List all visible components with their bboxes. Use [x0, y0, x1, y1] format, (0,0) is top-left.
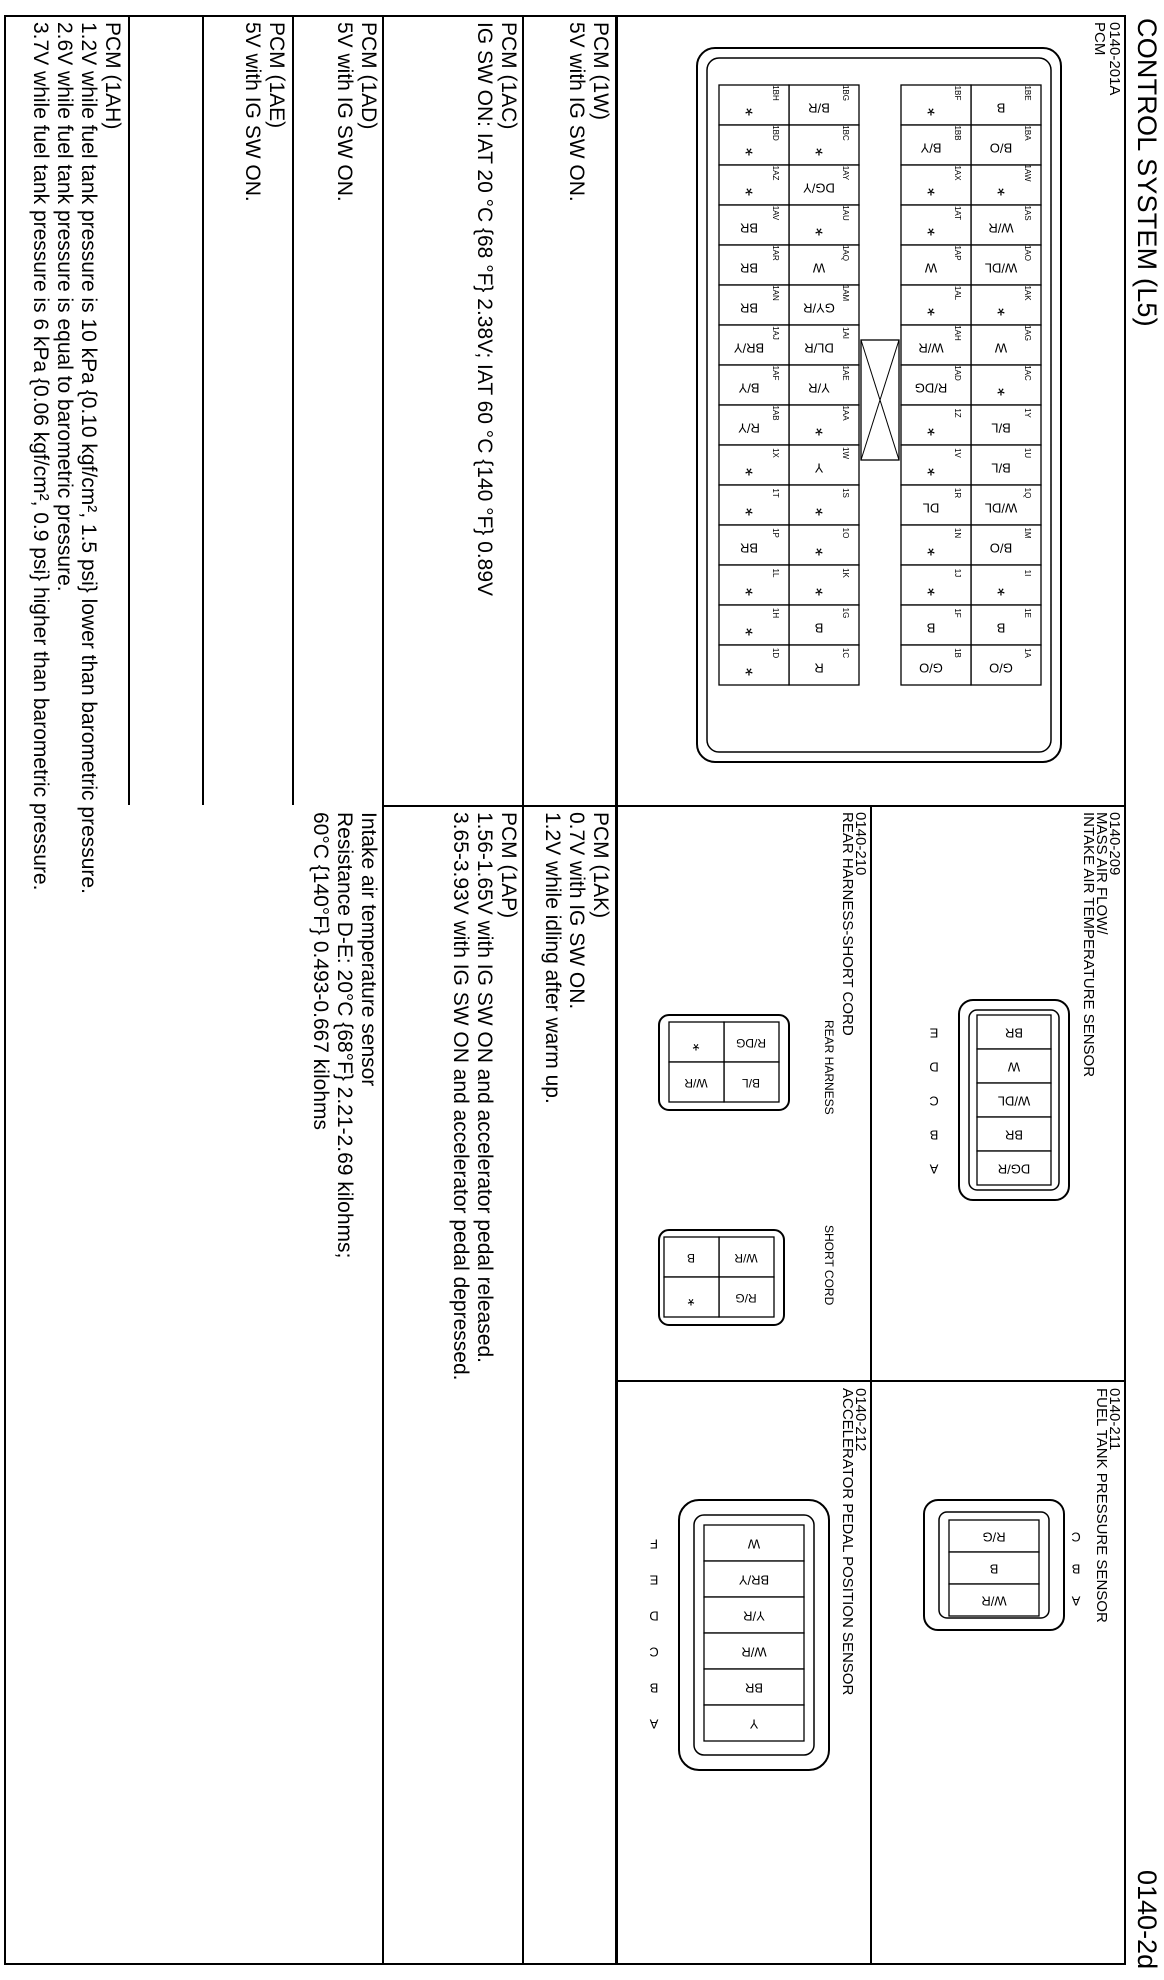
pcm-pin-color: W	[812, 260, 826, 276]
pcm-pin-1ax	[901, 165, 971, 205]
pcm-pin-color: *	[815, 136, 823, 159]
pcm-pin-number: 1I	[1022, 569, 1032, 577]
maf-pin-color: BR	[1004, 1025, 1024, 1041]
ftp-pin-letter: B	[1071, 1561, 1081, 1577]
spec-1w: PCM (1W) 5V with IG SW ON.	[565, 22, 612, 202]
pcm-pin-1ai	[789, 325, 859, 365]
pcm-pin-1bb	[901, 125, 971, 165]
app-pin-color: W/R	[741, 1644, 767, 1660]
pcm-pin-color: *	[927, 416, 935, 439]
ftp-pin-letter: A	[1071, 1593, 1081, 1609]
pcm-pin-1g	[789, 605, 859, 645]
pcm-pin-color: R/DG	[914, 380, 948, 396]
rear-harness-pin	[669, 1022, 724, 1062]
app-connector-diagram	[624, 1480, 839, 1920]
pcm-pin-number: 1O	[840, 527, 850, 539]
app-pin-color: Y	[749, 1716, 759, 1732]
pcm-pin-number: 1BA	[1022, 125, 1032, 141]
short-cord-pin-color: R/G	[735, 1290, 757, 1305]
spec-1ac: PCM (1AC) IG SW ON: IAT 20 °C {68 °F} 2.38V; IAT 60 °C {140 °F} 0.89V	[473, 22, 520, 597]
pcm-pin-color: *	[745, 96, 753, 119]
pcm-pin-color: BR	[739, 260, 759, 276]
pcm-pin-1d	[719, 645, 789, 685]
pcm-pin-number: 1AG	[1022, 324, 1032, 342]
pcm-pin-color: *	[815, 416, 823, 439]
maf-pin	[977, 1151, 1051, 1185]
rear-harness-pin	[669, 1062, 724, 1102]
pcm-pin-1au	[789, 205, 859, 245]
pcm-pin-number: 1AN	[770, 285, 780, 301]
pcm-pin-1af	[719, 365, 789, 405]
pcm-pin-number: 1V	[952, 448, 962, 458]
maf-connector-diagram	[889, 980, 1079, 1220]
pcm-pin-color: BR	[739, 300, 759, 316]
pcm-pin-1p	[719, 525, 789, 565]
maf-pin-letter: C	[929, 1093, 939, 1109]
pcm-pin-number: 1AL	[952, 285, 962, 301]
page-code: 0140-2d	[1132, 1870, 1162, 1970]
pcm-pin-color: *	[927, 296, 935, 319]
pcm-pin-color: B/O	[989, 140, 1013, 156]
app-pin-color: W	[747, 1536, 761, 1552]
pcm-pin-1as	[971, 205, 1041, 245]
spec-1ad: PCM (1AD) 5V with IG SW ON.	[333, 22, 380, 202]
pcm-pin-color: *	[927, 536, 935, 559]
pcm-pin-color: *	[815, 496, 823, 519]
pcm-pin-number: 1AO	[1022, 244, 1032, 262]
pcm-pin-color: GY/R	[803, 300, 835, 316]
pcm-pin-1ak	[971, 285, 1041, 325]
pcm-pin-1bg	[789, 85, 859, 125]
pcm-pin-color: B/Y	[920, 140, 942, 156]
pcm-pin-color: W	[924, 260, 938, 276]
short-cord-pin-color: *	[687, 1288, 695, 1309]
pcm-pin-color: *	[745, 176, 753, 199]
pcm-pin-color: DL/R	[804, 340, 834, 356]
ftp-connector-name: FUEL TANK PRESSURE SENSOR	[1093, 1388, 1110, 1623]
pcm-pin-number: 1F	[952, 608, 962, 618]
rear-harness-pin-color: *	[692, 1033, 700, 1054]
pcm-pin-1o	[789, 525, 859, 565]
spec-1ak: PCM (1AK) 0.7V with IG SW ON. 1.2V while idling after warm up.	[541, 812, 612, 1104]
pcm-pin-1aj	[719, 325, 789, 365]
pcm-pin-number: 1AF	[770, 365, 780, 381]
pcm-pin-1at	[901, 205, 971, 245]
pcm-pin-1j	[901, 565, 971, 605]
ftp-pin	[949, 1520, 1039, 1552]
pcm-pin-color: W/DL	[984, 260, 1018, 276]
pcm-connector-diagram	[689, 40, 1069, 770]
pcm-pin-1av	[719, 205, 789, 245]
pcm-pin-1l	[719, 565, 789, 605]
short-cord-pin	[719, 1237, 774, 1277]
rear-connector-code: 0140-210	[852, 812, 869, 876]
maf-pin-color: W	[1007, 1059, 1021, 1075]
app-pin-color: BR/Y	[738, 1572, 770, 1588]
pcm-pin-color: *	[745, 616, 753, 639]
pcm-pin-number: 1AY	[840, 165, 850, 181]
pcm-pin-1v	[901, 445, 971, 485]
pcm-pin-1s	[789, 485, 859, 525]
spec-1ap: PCM (1AP) 1.56-1.65V with IG SW ON and accelerator pedal released. 3.65-3.93V with IG SW ON and accelerator pedal depressed.	[449, 812, 520, 1381]
pcm-pin-number: 1AH	[952, 325, 962, 341]
pcm-pin-1ab	[719, 405, 789, 445]
rear-connector-diagram	[619, 1000, 819, 1340]
pcm-pin-1h	[719, 605, 789, 645]
pcm-pin-color: *	[815, 216, 823, 239]
app-connector-code: 0140-212	[852, 1388, 869, 1452]
pcm-pin-color: *	[927, 456, 935, 479]
pcm-pin-number: 1BB	[952, 125, 962, 141]
pcm-pin-color: *	[927, 176, 935, 199]
app-pin-letter: B	[649, 1680, 659, 1696]
pcm-pin-color: *	[927, 576, 935, 599]
maf-pin-letter: A	[929, 1161, 939, 1177]
pcm-pin-1ay	[789, 165, 859, 205]
maf-pin-color: DG/R	[997, 1161, 1031, 1177]
app-pin-letter: C	[649, 1644, 659, 1660]
pcm-pin-number: 1AA	[840, 405, 850, 421]
pcm-pin-number: 1U	[1022, 447, 1032, 459]
pcm-pin-number: 1K	[840, 568, 850, 578]
maf-pin-letter: D	[929, 1059, 939, 1075]
pcm-pin-1az	[719, 165, 789, 205]
pcm-pin-color: *	[997, 576, 1005, 599]
pcm-pin-1al	[901, 285, 971, 325]
pcm-pin-1u	[971, 445, 1041, 485]
pcm-pin-number: 1B	[952, 648, 962, 658]
pcm-pin-color: *	[997, 296, 1005, 319]
pcm-pin-1r	[901, 485, 971, 525]
pcm-pin-color: B/R	[808, 100, 830, 116]
short-cord-label: SHORT CORD	[822, 1225, 836, 1306]
pcm-pin-number: 1AB	[770, 405, 780, 421]
pcm-pin-number: 1S	[840, 488, 850, 498]
pcm-pin-number: 1AC	[1022, 365, 1032, 381]
spec-iat: Intake air temperature sensor Resistance D-E: 20°C {68°F} 2.21-2.69 kilohms; 60°C {140°F} 0.493-0.667 kilohms	[309, 812, 380, 1259]
rear-connector-name: REAR HARNESS-SHORT CORD	[839, 812, 856, 1036]
pcm-pin-1ah	[901, 325, 971, 365]
pcm-pin-1n	[901, 525, 971, 565]
pcm-pin-color: B	[996, 100, 1006, 116]
pcm-pin-color: B/L	[991, 420, 1011, 436]
app-pin-color: BR	[744, 1680, 764, 1696]
pcm-pin-number: 1J	[952, 568, 962, 578]
maf-connector-name-2: INTAKE AIR TEMPERATURE SENSOR	[1080, 812, 1097, 1078]
app-pin	[704, 1525, 804, 1561]
pcm-pin-1bc	[789, 125, 859, 165]
pcm-pin-number: 1M	[1022, 527, 1032, 539]
pcm-pin-1f	[901, 605, 971, 645]
pcm-pin-color: W/R	[918, 340, 944, 356]
app-pin	[704, 1597, 804, 1633]
pcm-pin-number: 1AT	[952, 205, 962, 221]
pcm-pin-color: G/O	[919, 660, 943, 676]
pcm-pin-number: 1Q	[1022, 487, 1032, 499]
pcm-pin-color: W	[994, 340, 1008, 356]
pcm-pin-number: 1BE	[1022, 85, 1032, 101]
maf-connector-code: 0140-209	[1106, 812, 1123, 876]
pcm-pin-1an	[719, 285, 789, 325]
rear-harness-label: REAR HARNESS	[822, 1020, 836, 1115]
app-pin-letter: F	[650, 1536, 658, 1552]
pcm-pin-number: 1L	[770, 568, 780, 578]
pcm-pin-1m	[971, 525, 1041, 565]
pcm-pin-number: 1AM	[840, 284, 850, 302]
maf-pin-letter: E	[929, 1025, 939, 1041]
rear-harness-pin-color: W/R	[684, 1075, 708, 1090]
pcm-pin-number: 1P	[770, 528, 780, 538]
rear-harness-pin-color: R/DG	[736, 1035, 766, 1050]
pcm-pin-color: W/DL	[984, 500, 1018, 516]
app-pin	[704, 1705, 804, 1741]
spec-1ah: PCM (1AH) 1.2V while fuel tank pressure is 10 kPa {0.10 kgf/cm², 1.5 psi} lower than barometric pressure. 2.6V while fuel tank pressure is equal to barometric pressure. 3.7V while fuel tank pressure is 6 kPa {0.06 kgf/cm², 0.9 psi} higher than barometric pressure.	[29, 22, 124, 894]
app-pin-letter: A	[649, 1716, 659, 1732]
pcm-pin-1x	[719, 445, 789, 485]
pcm-pin-number: 1AI	[840, 326, 850, 340]
pcm-pin-color: *	[997, 376, 1005, 399]
short-cord-pin	[664, 1277, 719, 1317]
pcm-pin-1aa	[789, 405, 859, 445]
pcm-pin-number: 1C	[840, 647, 850, 659]
pcm-pin-number: 1T	[770, 488, 780, 498]
pcm-pin-color: *	[745, 576, 753, 599]
pcm-pin-1y	[971, 405, 1041, 445]
pcm-pin-number: 1AV	[770, 205, 780, 221]
pcm-pin-number: 1AZ	[770, 165, 780, 181]
pcm-pin-number: 1BG	[840, 84, 850, 102]
pcm-pin-1z	[901, 405, 971, 445]
ftp-pin	[949, 1552, 1039, 1584]
pcm-pin-1q	[971, 485, 1041, 525]
pcm-pin-color: B	[926, 620, 936, 636]
pcm-pin-color: DG/Y	[803, 180, 835, 196]
short-cord-pin-color: W/R	[734, 1250, 758, 1265]
pcm-pin-number: 1N	[952, 527, 962, 539]
pcm-pin-color: R	[814, 660, 824, 676]
pcm-pin-1aw	[971, 164, 1041, 205]
pcm-pin-1ac	[971, 365, 1041, 405]
pcm-pin-color: *	[745, 136, 753, 159]
pcm-pin-1c	[789, 645, 859, 685]
pcm-pin-1ba	[971, 125, 1041, 165]
pcm-pin-number: 1AW	[1022, 164, 1032, 182]
pcm-pin-1aq	[789, 245, 859, 285]
pcm-pin-color: BR/Y	[733, 340, 765, 356]
pcm-pin-1t	[719, 485, 789, 525]
pcm-pin-number: 1G	[840, 607, 850, 619]
pcm-pin-color: *	[745, 496, 753, 519]
maf-pin-color: W/DL	[997, 1093, 1031, 1109]
pcm-pin-number: 1AR	[770, 245, 780, 261]
ftp-pin-color: W/R	[981, 1593, 1007, 1609]
pcm-pin-1ad	[901, 365, 971, 405]
pcm-pin-number: 1Y	[1022, 408, 1032, 418]
pcm-pin-number: 1W	[840, 447, 850, 459]
pcm-pin-1i	[971, 565, 1041, 605]
pcm-pin-number: 1AS	[1022, 205, 1032, 221]
pcm-pin-1ar	[719, 245, 789, 285]
pcm-pin-color: *	[815, 536, 823, 559]
pcm-pin-number: 1AJ	[770, 326, 780, 340]
pcm-pin-1a	[971, 645, 1041, 685]
app-pin	[704, 1561, 804, 1597]
ftp-pin-letter: C	[1071, 1529, 1081, 1545]
pcm-pin-1ae	[789, 365, 859, 405]
pcm-pin-number: 1H	[770, 607, 780, 619]
pcm-pin-number: 1AE	[840, 365, 850, 381]
pcm-pin-number: 1A	[1022, 648, 1032, 658]
short-cord-pin	[664, 1237, 719, 1277]
pcm-pin-color: *	[745, 656, 753, 679]
pcm-pin-number: 1E	[1022, 608, 1032, 618]
maf-pin	[977, 1083, 1051, 1117]
pcm-pin-color: BR	[739, 220, 759, 236]
pcm-pin-color: G/O	[989, 660, 1013, 676]
pcm-pin-color: B/L	[991, 460, 1011, 476]
pcm-pin-color: B	[996, 620, 1006, 636]
pcm-pin-number: 1Z	[952, 408, 962, 418]
pcm-pin-color: R/Y	[738, 420, 760, 436]
ftp-pin	[949, 1584, 1039, 1616]
pcm-pin-number: 1AU	[840, 205, 850, 221]
pcm-pin-number: 1BD	[770, 125, 780, 141]
pcm-pin-number: 1BH	[770, 85, 780, 101]
pcm-pin-1am	[789, 285, 859, 325]
pcm-pin-number: 1X	[770, 448, 780, 458]
pcm-pin-1w	[789, 445, 859, 485]
pcm-pin-color: *	[927, 216, 935, 239]
pcm-pin-color: BR	[739, 540, 759, 556]
pcm-pin-1bd	[719, 125, 789, 165]
pcm-pin-color: Y	[814, 460, 824, 476]
ftp-pin-color: R/G	[982, 1529, 1006, 1545]
pcm-pin-number: 1BC	[840, 125, 850, 141]
pcm-pin-1ag	[971, 325, 1041, 365]
short-cord-pin-color: B	[686, 1250, 696, 1265]
pcm-pin-number: 1AQ	[840, 244, 850, 262]
pcm-pin-color: W/R	[988, 220, 1014, 236]
pcm-pin-number: 1AP	[952, 245, 962, 261]
app-connector-name: ACCELERATOR PEDAL POSITION SENSOR	[839, 1388, 856, 1696]
pcm-pin-color: *	[997, 176, 1005, 199]
pcm-pin-number: 1D	[770, 647, 780, 659]
rear-harness-pin	[724, 1022, 779, 1062]
pcm-pin-1k	[789, 565, 859, 605]
rear-harness-pin-color: B/L	[741, 1075, 761, 1090]
spec-1ae: PCM (1AE) 5V with IG SW ON.	[241, 22, 288, 202]
ftp-connector-code: 0140-211	[1106, 1388, 1123, 1451]
maf-pin	[977, 1117, 1051, 1151]
pcm-pin-color: Y/R	[808, 380, 830, 396]
pcm-pin-1ap	[901, 245, 971, 285]
maf-pin-letter: B	[929, 1127, 939, 1143]
pcm-pin-1e	[971, 605, 1041, 645]
app-pin-letter: D	[649, 1608, 659, 1624]
rear-harness-pin	[724, 1062, 779, 1102]
ftp-connector-diagram	[894, 1480, 1094, 1680]
pcm-pin-color: B	[814, 620, 824, 636]
pcm-pin-1be	[971, 85, 1041, 125]
pcm-pin-color: *	[745, 456, 753, 479]
pcm-pin-number: 1R	[952, 487, 962, 499]
pcm-pin-number: 1AK	[1022, 285, 1032, 301]
pcm-pin-color: DL	[922, 500, 940, 516]
app-pin	[704, 1633, 804, 1669]
pcm-pin-1ao	[971, 245, 1041, 285]
pcm-connector-code: 0140-201A	[1106, 22, 1123, 96]
maf-pin	[977, 1049, 1051, 1083]
pcm-pin-color: B/O	[989, 540, 1013, 556]
pcm-pin-1b	[901, 645, 971, 685]
page-title: CONTROL SYSTEM (L5)	[1132, 18, 1162, 327]
pcm-pin-color: *	[927, 96, 935, 119]
app-pin	[704, 1669, 804, 1705]
pcm-pin-1bh	[719, 85, 789, 125]
ftp-pin-color: B	[989, 1561, 999, 1577]
maf-pin	[977, 1015, 1051, 1049]
pcm-pin-color: *	[815, 576, 823, 599]
pcm-pin-number: 1AD	[952, 365, 962, 381]
maf-connector-name-1: MASS AIR FLOW/	[1093, 812, 1110, 935]
pcm-pin-color: B/Y	[738, 380, 760, 396]
maf-pin-color: BR	[1004, 1127, 1024, 1143]
pcm-pin-number: 1BF	[952, 85, 962, 101]
app-pin-letter: E	[649, 1572, 659, 1588]
app-pin-color: Y/R	[743, 1608, 765, 1624]
pcm-connector-name: PCM	[1091, 22, 1108, 56]
pcm-pin-number: 1AX	[952, 165, 962, 181]
short-cord-pin	[719, 1277, 774, 1317]
pcm-pin-1bf	[901, 85, 971, 125]
